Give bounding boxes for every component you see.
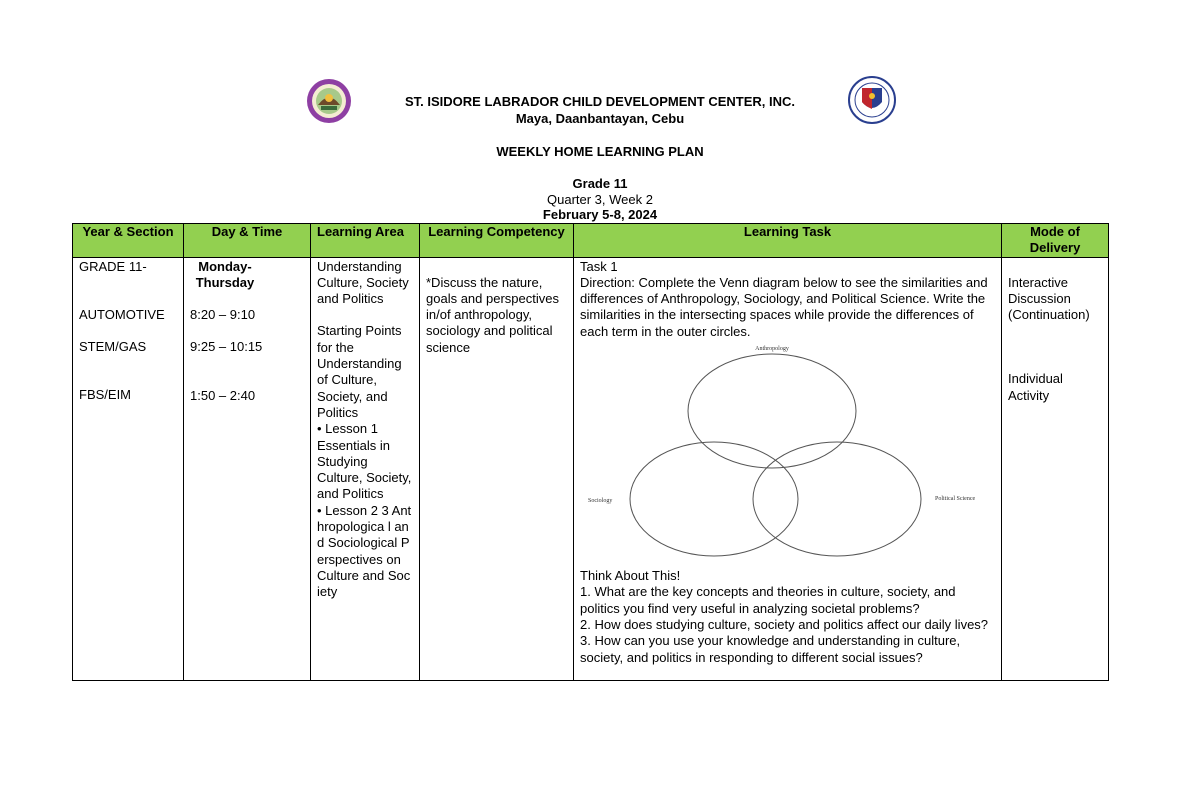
- header-day-time: Day & Time: [184, 224, 311, 258]
- question-2: 2. How does studying culture, society and politics affect our daily lives?: [580, 616, 989, 632]
- venn-circle-political-science: [753, 442, 921, 556]
- mode-interactive: Interactive Discussion (Continuation): [1008, 274, 1090, 323]
- table-header-row: [73, 224, 1109, 258]
- day-time-cell: [184, 257, 311, 680]
- grade-heading: Grade 11: [572, 176, 628, 191]
- time-slot-2: 9:25 – 10:15: [190, 339, 263, 355]
- header-year-section: Year & Section: [73, 224, 184, 258]
- venn-circle-anthropology: [688, 354, 856, 468]
- mode-of-delivery-cell: [1002, 257, 1109, 680]
- year-section-cell: [73, 257, 184, 680]
- quarter-heading: Quarter 3, Week 2: [547, 192, 653, 207]
- task-direction: Direction: Complete the Venn diagram below to see the similarities and differences of Anthropology, Sociology, and Political Science. Write the similarities in the intersecting spaces while provide the differences of each term in the outer circles.: [580, 274, 988, 339]
- venn-label-political-science: Political Science: [935, 496, 976, 503]
- task-title: Task 1: [580, 258, 618, 274]
- learning-task-cell: [574, 257, 1002, 680]
- competency-cell: [420, 257, 574, 680]
- header-learning-task: Learning Task: [574, 224, 1002, 258]
- mode-individual: Individual Activity: [1008, 371, 1063, 403]
- venn-diagram: [578, 342, 994, 568]
- table-row: [73, 257, 1109, 680]
- section-stem-gas: STEM/GAS: [79, 339, 147, 355]
- date-range: February 5-8, 2024: [542, 207, 658, 222]
- question-1: 1. What are the key concepts and theories in culture, society, and politics you find very useful in analyzing societal problems?: [580, 584, 956, 616]
- section-fbs-eim: FBS/EIM: [79, 387, 132, 403]
- header-mode-of-delivery: Mode of Delivery: [1002, 224, 1109, 258]
- days-label: Monday-Thursday: [195, 258, 255, 290]
- question-3: 3. How can you use your knowledge and understanding in culture, society, and politics in responding to different social issues?: [580, 633, 961, 665]
- grade-label: GRADE 11-: [79, 258, 147, 274]
- time-slot-3: 1:50 – 2:40: [190, 387, 256, 403]
- lesson-1: • Lesson 1 Essentials in Studying Culture, Society, and Politics: [317, 421, 412, 502]
- time-slot-1: 8:20 – 9:10: [190, 307, 256, 323]
- header-learning-competency: Learning Competency: [420, 224, 574, 258]
- learning-plan-table: [72, 223, 1109, 681]
- topic-name: Starting Points for the Understanding of Culture, Society, and Politics: [317, 323, 402, 420]
- venn-label-anthropology: Anthropology: [755, 346, 789, 353]
- learning-area-cell: [311, 257, 420, 680]
- venn-label-sociology: Sociology: [588, 498, 613, 505]
- subject-name: Understanding Culture, Society and Politics: [317, 258, 409, 307]
- plan-title: WEEKLY HOME LEARNING PLAN: [496, 144, 704, 159]
- lesson-2: • Lesson 2 3 Anthropologica l and Sociological Perspectives on Culture and Society: [317, 502, 412, 600]
- think-title: Think About This!: [580, 568, 681, 584]
- section-automotive: AUTOMOTIVE: [79, 306, 165, 322]
- venn-circle-sociology: [630, 442, 798, 556]
- school-name: ST. ISIDORE LABRADOR CHILD DEVELOPMENT CENTER, INC.: [404, 94, 796, 109]
- competency-text: *Discuss the nature, goals and perspectives in/of anthropology, sociology and political science: [426, 274, 559, 355]
- school-address: Maya, Daanbantayan, Cebu: [515, 111, 685, 126]
- header-learning-area: Learning Area: [311, 224, 420, 258]
